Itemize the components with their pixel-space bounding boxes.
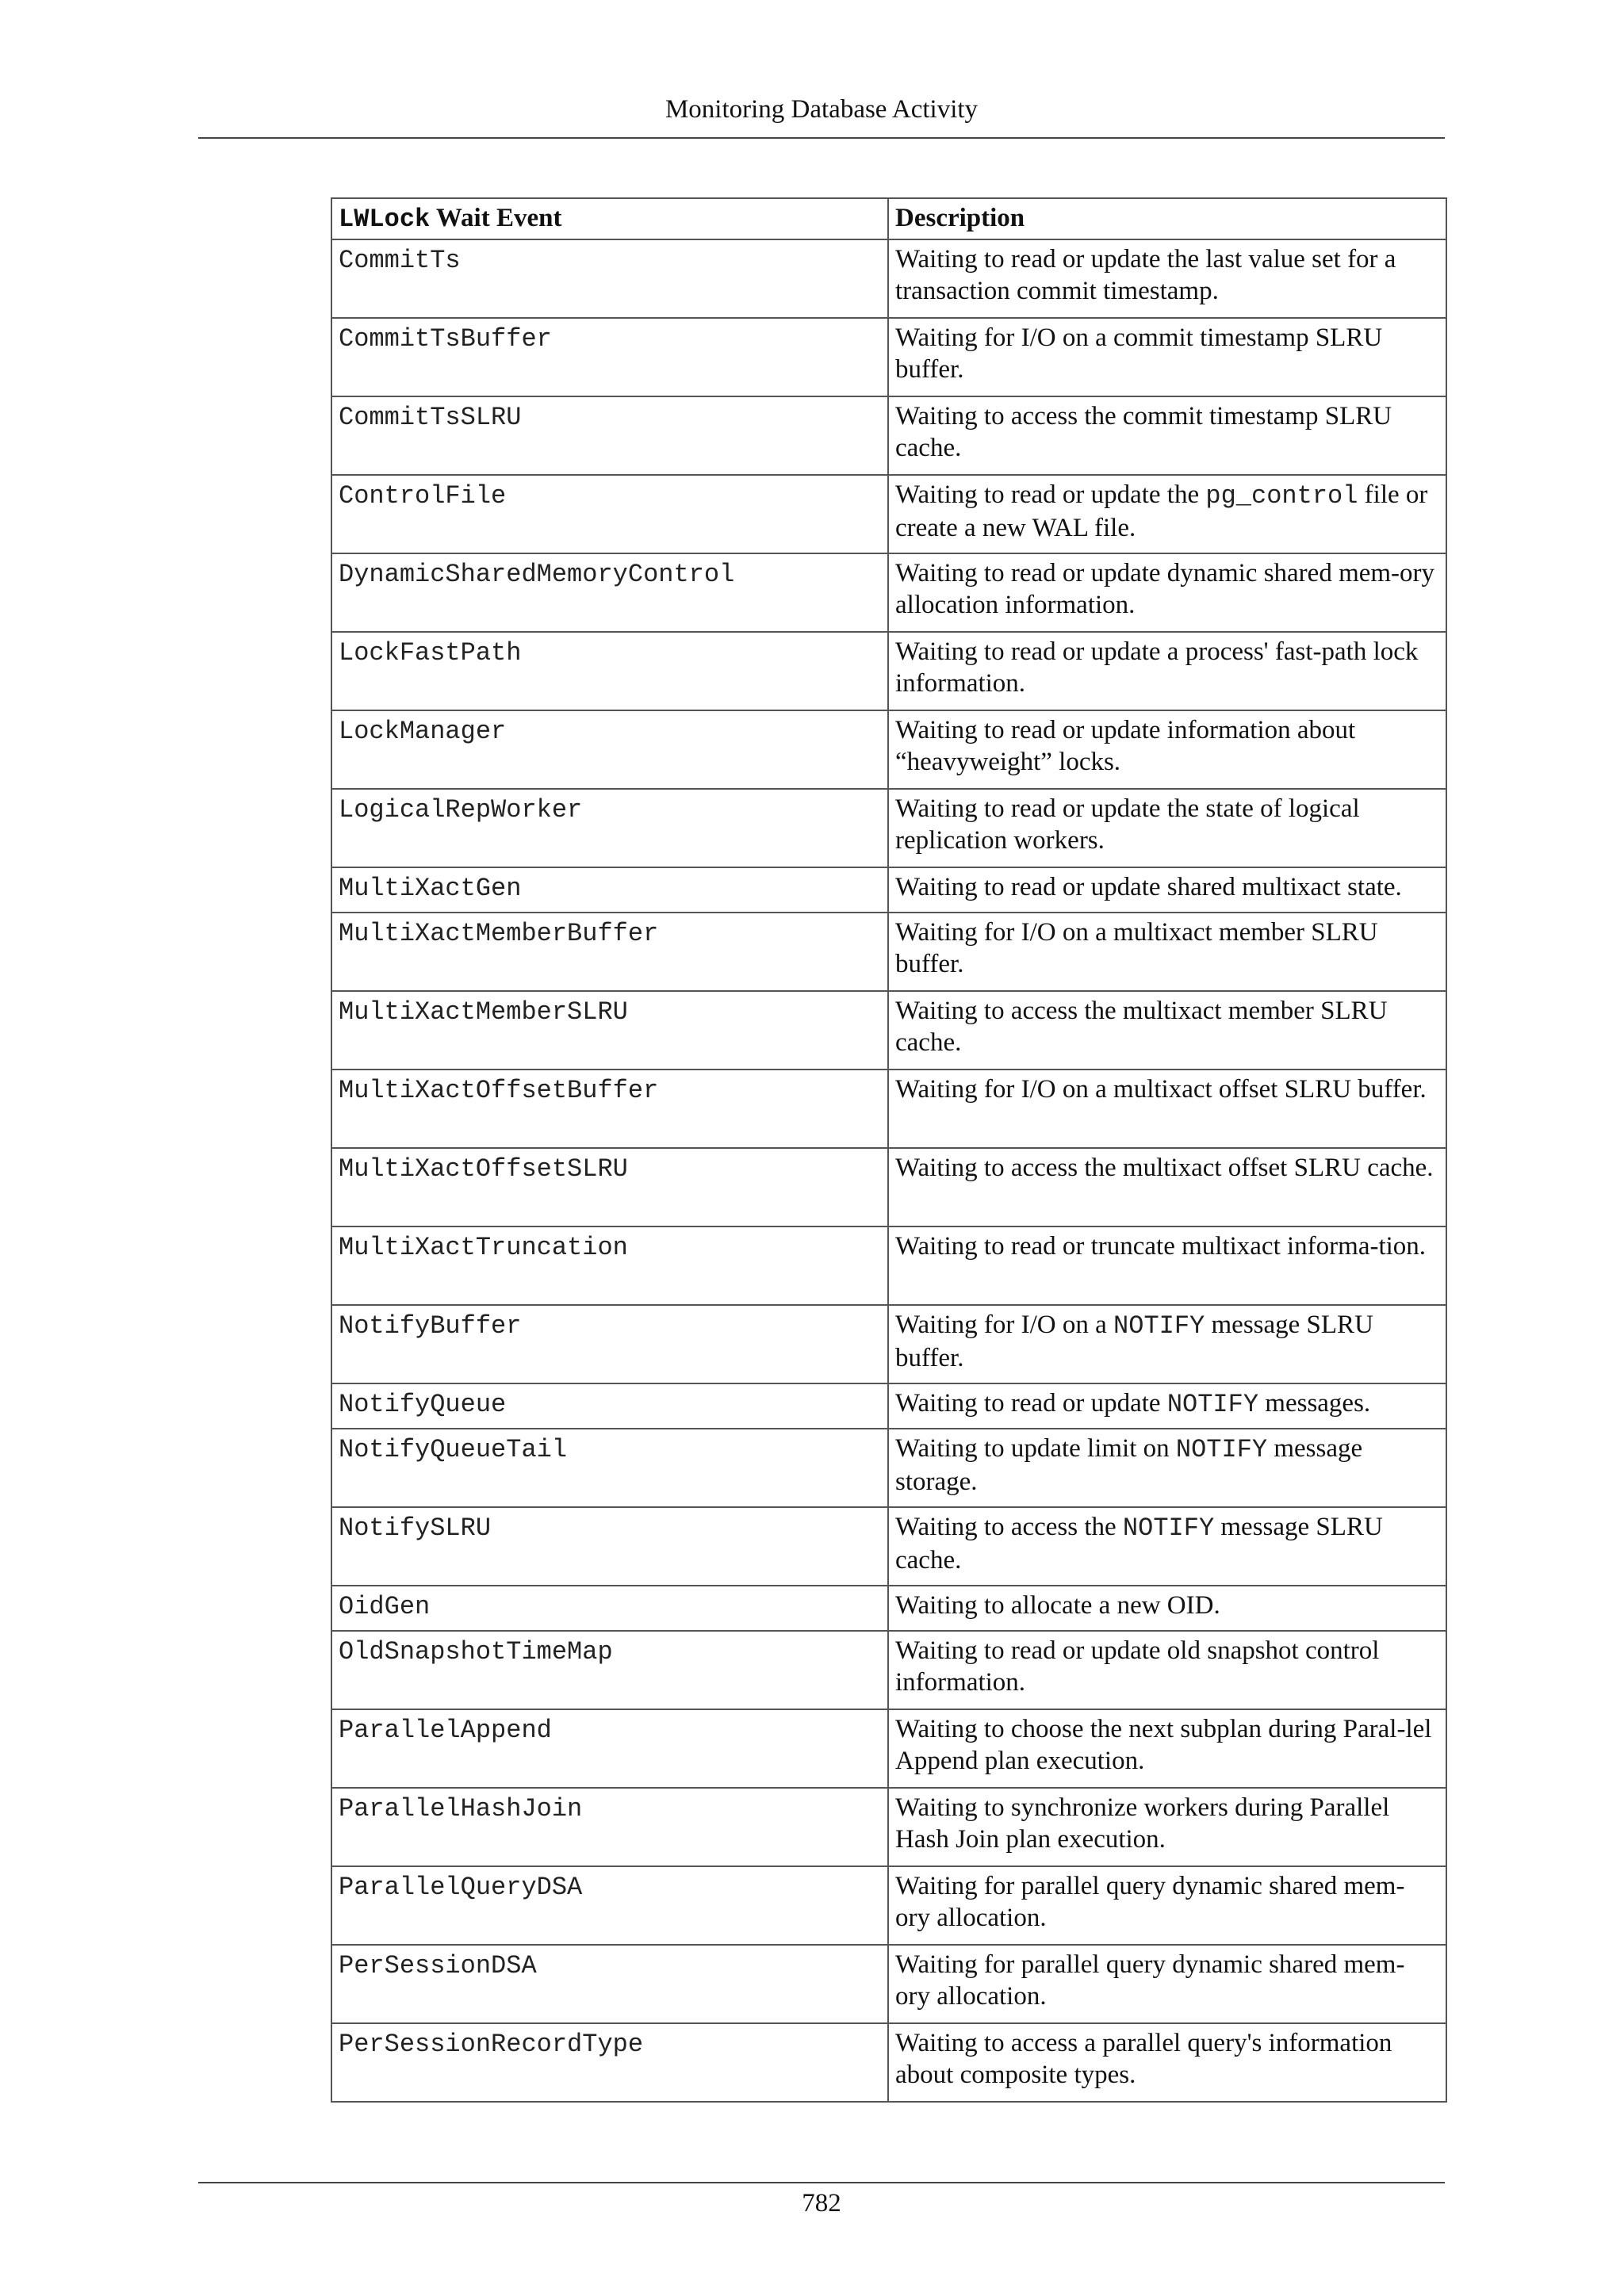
wait-event-name-cell: [331, 1429, 888, 1507]
wait-event-name: DynamicSharedMemoryControl: [339, 560, 735, 589]
wait-event-name-cell: [331, 1788, 888, 1866]
wait-event-name: MultiXactMemberBuffer: [339, 919, 659, 948]
description-text: message storage.: [895, 1434, 1363, 1496]
description-text: Waiting to read or update the: [895, 480, 1206, 509]
wait-event-description: [888, 710, 1446, 789]
description-text: Waiting for parallel query dynamic shared mem-ory allocation.: [895, 1950, 1405, 2011]
description-text: Waiting to read or truncate multixact informa-tion.: [895, 1232, 1427, 1261]
column-header-text: Wait Event: [430, 204, 562, 232]
wait-event-name-cell: [331, 318, 888, 396]
table-row: [331, 1148, 1446, 1226]
page-number: 782: [802, 2189, 841, 2218]
wait-event-name: LockManager: [339, 717, 507, 746]
description-text: Waiting for I/O on a multixact member SLRU buffer.: [895, 918, 1378, 978]
table-row: [331, 553, 1446, 632]
wait-event-name: ParallelAppend: [339, 1716, 552, 1745]
wait-event-name-cell: [331, 1226, 888, 1305]
wait-event-description: [888, 1383, 1446, 1429]
wait-event-name: NotifyBuffer: [339, 1311, 522, 1341]
wait-event-name-cell: [331, 1305, 888, 1383]
description-text: Waiting to read or update a process' fast-path lock information.: [895, 637, 1419, 698]
description-text: file or create a new WAL file.: [895, 480, 1428, 542]
description-text: Waiting for I/O on a: [895, 1311, 1114, 1339]
wait-event-name: CommitTs: [339, 246, 461, 275]
description-text: Waiting to synchronize workers during Parallel Hash Join plan execution.: [895, 1793, 1390, 1854]
table-row: [331, 396, 1446, 475]
lwlock-wait-event-table: [331, 197, 1447, 2103]
table-row: [331, 1305, 1446, 1383]
description-text: Waiting for parallel query dynamic shared mem-ory allocation.: [895, 1872, 1405, 1932]
footer-rule: [198, 2182, 1445, 2183]
wait-event-name: MultiXactMemberSLRU: [339, 997, 628, 1027]
table-row: [331, 1631, 1446, 1709]
table-row: [331, 475, 1446, 553]
wait-event-description: [888, 632, 1446, 710]
wait-event-description: [888, 1866, 1446, 1945]
wait-event-description: [888, 1788, 1446, 1866]
wait-event-description: [888, 1586, 1446, 1631]
description-text: Waiting to access the: [895, 1513, 1123, 1541]
wait-event-name-cell: [331, 1945, 888, 2023]
description-text: Waiting to access the multixact member SLRU cache.: [895, 997, 1388, 1057]
description-code: NOTIFY: [1166, 1390, 1259, 1419]
table-row: [331, 710, 1446, 789]
table-row: [331, 1866, 1446, 1945]
wait-event-description: [888, 1148, 1446, 1226]
description-text: messages.: [1258, 1389, 1371, 1418]
column-header-description: Description: [888, 198, 1446, 239]
wait-event-name-cell: [331, 239, 888, 318]
description-text: Waiting for I/O on a commit timestamp SLRU buffer.: [895, 323, 1383, 384]
table-row: [331, 789, 1446, 867]
wait-event-description: [888, 1631, 1446, 1709]
wait-event-description: [888, 1429, 1446, 1507]
wait-event-name-cell: [331, 1709, 888, 1788]
table-row: [331, 239, 1446, 318]
wait-event-name: LogicalRepWorker: [339, 795, 583, 825]
table-row: [331, 1709, 1446, 1788]
wait-event-description: [888, 789, 1446, 867]
description-text: Waiting to access a parallel query's information about composite types.: [895, 2029, 1392, 2089]
wait-event-description: [888, 1070, 1446, 1148]
wait-event-name-cell: [331, 475, 888, 553]
wait-event-description: [888, 396, 1446, 475]
wait-event-name-cell: [331, 1383, 888, 1429]
table-row: [331, 1429, 1446, 1507]
wait-event-name-cell: [331, 710, 888, 789]
table-row: [331, 867, 1446, 913]
wait-event-name: MultiXactTruncation: [339, 1233, 628, 1262]
column-header-code: LWLock: [339, 205, 431, 234]
description-text: Waiting to update limit on: [895, 1434, 1176, 1463]
table-row: [331, 318, 1446, 396]
wait-event-description: [888, 318, 1446, 396]
wait-event-name-cell: [331, 553, 888, 632]
table-row: [331, 1945, 1446, 2023]
wait-event-name: MultiXactOffsetBuffer: [339, 1076, 659, 1105]
description-text: Waiting for I/O on a multixact offset SLRU buffer.: [895, 1075, 1427, 1104]
table-row: [331, 2023, 1446, 2102]
wait-event-name: CommitTsBuffer: [339, 324, 552, 354]
wait-event-description: [888, 2023, 1446, 2102]
wait-event-name-cell: [331, 1866, 888, 1945]
table-row: [331, 1507, 1446, 1586]
wait-event-name-cell: [331, 1507, 888, 1586]
description-text: Waiting to read or update: [895, 1389, 1167, 1418]
wait-event-name: CommitTsSLRU: [339, 403, 522, 432]
wait-event-name: MultiXactOffsetSLRU: [339, 1154, 628, 1184]
table-row: [331, 1070, 1446, 1148]
wait-event-description: [888, 867, 1446, 913]
description-code: NOTIFY: [1175, 1435, 1268, 1464]
wait-event-name: LockFastPath: [339, 638, 522, 668]
description-text: message SLRU buffer.: [895, 1311, 1373, 1372]
table-header-row: [331, 198, 1446, 239]
wait-event-description: [888, 1507, 1446, 1586]
description-text: message SLRU cache.: [895, 1513, 1383, 1575]
wait-event-name: NotifyQueue: [339, 1390, 507, 1419]
wait-event-description: [888, 991, 1446, 1070]
description-text: Waiting to allocate a new OID.: [895, 1591, 1220, 1620]
wait-event-description: [888, 1226, 1446, 1305]
description-code: NOTIFY: [1122, 1513, 1215, 1543]
description-text: Waiting to read or update shared multixact state.: [895, 873, 1402, 901]
wait-event-name-cell: [331, 1586, 888, 1631]
wait-event-name: PerSessionDSA: [339, 1951, 537, 1980]
wait-event-name: ControlFile: [339, 481, 507, 511]
description-text: Waiting to choose the next subplan during Paral-lel Append plan execution.: [895, 1715, 1432, 1775]
table-row: [331, 632, 1446, 710]
wait-event-name: NotifySLRU: [339, 1513, 492, 1543]
page-header-title: Monitoring Database Activity: [665, 95, 979, 124]
description-text: Waiting to read or update the last value set for a transaction commit timestamp.: [895, 245, 1396, 305]
wait-event-name-cell: [331, 991, 888, 1070]
wait-event-name-cell: [331, 396, 888, 475]
wait-event-name-cell: [331, 632, 888, 710]
wait-event-description: [888, 239, 1446, 318]
description-text: Waiting to access the commit timestamp SLRU cache.: [895, 402, 1392, 462]
table-row: [331, 991, 1446, 1070]
wait-event-description: [888, 1709, 1446, 1788]
wait-event-description: [888, 913, 1446, 991]
wait-event-description: [888, 475, 1446, 553]
wait-event-name-cell: [331, 867, 888, 913]
table-body: [331, 239, 1446, 2102]
wait-event-name-cell: [331, 1631, 888, 1709]
wait-event-name: OidGen: [339, 1592, 431, 1621]
description-text: Waiting to read or update dynamic shared mem-ory allocation information.: [895, 559, 1435, 619]
wait-event-description: [888, 553, 1446, 632]
wait-event-name: PerSessionRecordType: [339, 2030, 644, 2059]
table-row: [331, 1788, 1446, 1866]
wait-event-name-cell: [331, 1070, 888, 1148]
description-text: Waiting to access the multixact offset SLRU cache.: [895, 1154, 1434, 1182]
description-text: Waiting to read or update old snapshot control information.: [895, 1636, 1380, 1697]
column-header-wait-event: [331, 198, 888, 239]
wait-event-name: ParallelQueryDSA: [339, 1873, 583, 1902]
wait-event-name: NotifyQueueTail: [339, 1435, 568, 1464]
table-row: [331, 1226, 1446, 1305]
wait-event-description: [888, 1305, 1446, 1383]
wait-event-name: ParallelHashJoin: [339, 1794, 583, 1823]
wait-event-name-cell: [331, 2023, 888, 2102]
description-text: Waiting to read or update the state of logical replication workers.: [895, 794, 1360, 855]
wait-event-name: OldSnapshotTimeMap: [339, 1637, 613, 1667]
wait-event-description: [888, 1945, 1446, 2023]
wait-event-name-cell: [331, 789, 888, 867]
description-text: Waiting to read or update information about “heavyweight” locks.: [895, 716, 1356, 776]
description-code: pg_control: [1205, 481, 1358, 511]
wait-event-name-cell: [331, 1148, 888, 1226]
table-row: [331, 1383, 1446, 1429]
wait-event-name-cell: [331, 913, 888, 991]
table-row: [331, 1586, 1446, 1631]
table-row: [331, 913, 1446, 991]
header-rule: [198, 137, 1445, 139]
wait-event-name: MultiXactGen: [339, 874, 522, 903]
description-code: NOTIFY: [1113, 1311, 1205, 1341]
